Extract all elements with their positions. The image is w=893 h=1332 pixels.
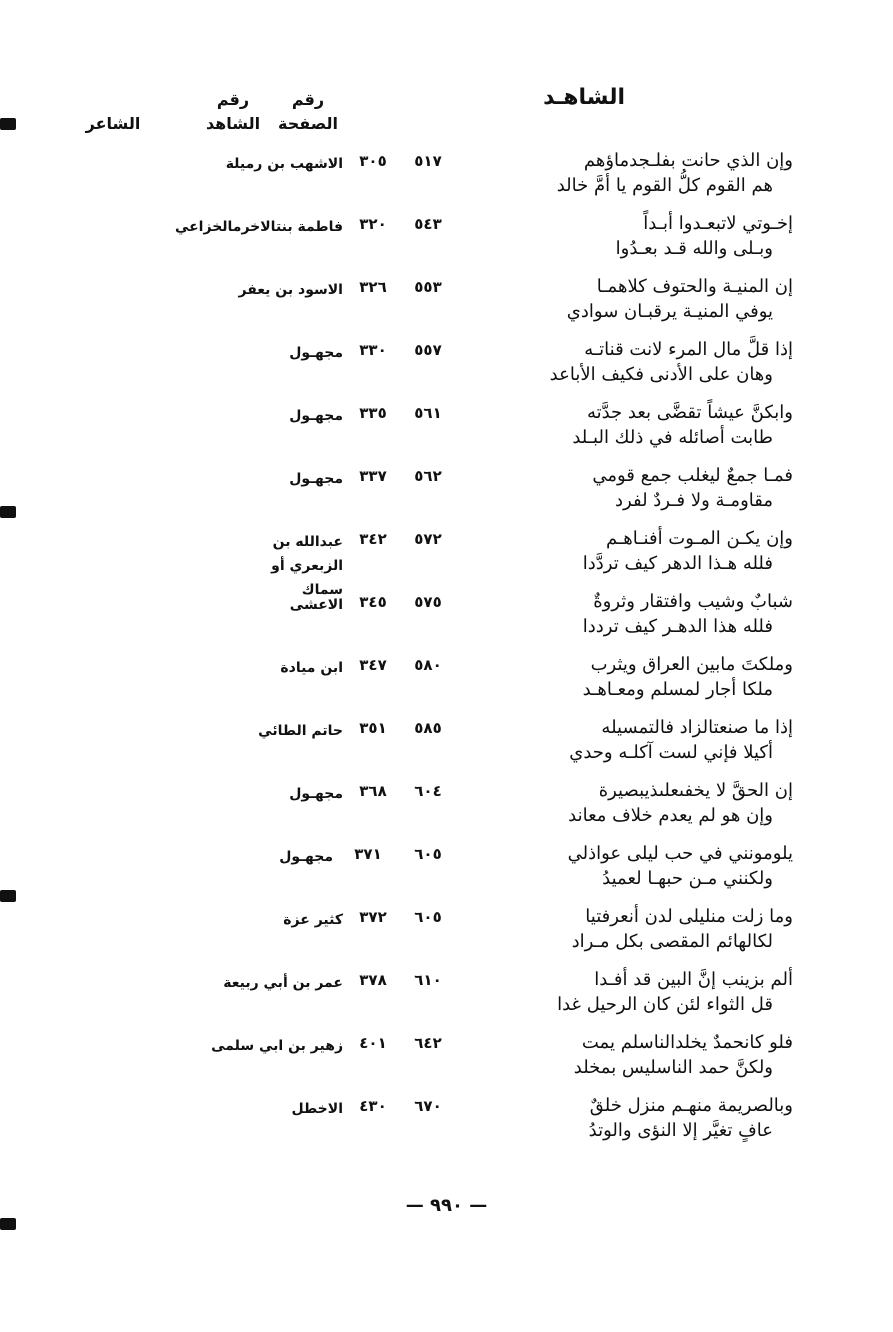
binding-mark	[0, 118, 16, 130]
page-number: ٥١٧	[414, 152, 442, 170]
verse-number: ٣٢٦	[359, 278, 387, 296]
verse-line-second: ملكا أجار لمسلم ومعـاهـد	[582, 679, 773, 700]
verse-number: ٣٣٠	[359, 341, 387, 359]
verse-text	[493, 715, 793, 765]
verse-line-second: فلله هذا الدهـر كيف ترددا	[582, 616, 773, 637]
entry-row	[30, 463, 793, 526]
page-number: ٥٧٢	[414, 530, 442, 548]
entry-row	[30, 400, 793, 463]
verse-number: ٣٧١	[354, 845, 382, 863]
verse-text	[493, 904, 793, 954]
poet-name: مجهـول	[289, 471, 343, 487]
page-number: ٥٤٣	[414, 215, 442, 233]
verse-number: ٤٣٠	[359, 1097, 387, 1115]
page-number: ٥٧٥	[414, 593, 442, 611]
verse-text	[493, 967, 793, 1017]
verse-number: ٣٧٢	[359, 908, 387, 926]
verse-line-second: طابت أصائله في ذلك البـلد	[572, 427, 773, 448]
verse-line-first: فمـا جمعٌ ليغلب جمع قومي	[592, 465, 793, 486]
entries-list	[30, 148, 793, 1156]
verse-text	[493, 1030, 793, 1080]
verse-line-first: إذا قلَّ مال المرء لانت قناتـه	[584, 339, 793, 360]
entry-row	[30, 652, 793, 715]
verse-line-second: وإن هو لم يعدم خلاف معاند	[568, 805, 773, 826]
verse-line-second: قل الثواء لئن كان الرحيل غدا	[557, 994, 773, 1015]
verse-line-first: إذا ما صنعتالزاد فالتمسيله	[601, 717, 793, 738]
poet-name: مجهـول	[289, 786, 343, 802]
poet-name: كثير عزة	[283, 912, 343, 928]
verse-line-first: شبابٌ وشيب وافتقار وثروةٌ	[593, 591, 793, 612]
verse-line-second: عافٍ تغيَّر إلا النؤى والوتدُ	[588, 1120, 773, 1141]
verse-text	[493, 841, 793, 891]
page-number: ٥٦١	[414, 404, 442, 422]
verse-line-first: وملكتَ مابين العراق ويثرب	[590, 654, 793, 675]
page-number: ٥٥٧	[414, 341, 442, 359]
entry-row	[30, 1093, 793, 1156]
page-number: ٦٧٠	[414, 1097, 442, 1115]
entry-row	[30, 274, 793, 337]
verse-number: ٣٣٥	[359, 404, 387, 422]
entry-row	[30, 526, 793, 598]
verse-line-second: وهان على الأدنى فكيف الأباعد	[549, 364, 773, 385]
poet-name: زهير بن ابي سلمى	[211, 1038, 343, 1054]
verse-line-second: مقاومـة ولا فـردٌ لفرد	[615, 490, 773, 511]
entry-row	[30, 211, 793, 274]
page-number: ٦٠٤	[414, 782, 442, 800]
verse-line-first: وإن يكـن المـوت أفنـاهـم	[606, 528, 793, 549]
binding-mark	[0, 506, 16, 518]
binding-mark	[0, 890, 16, 902]
poet-name: عبدالله بن الزبعري أو سماك	[271, 534, 343, 598]
page-number: ٥٨٥	[414, 719, 442, 737]
poet-name: الاشهب بن رميلة	[225, 156, 343, 172]
verse-text	[493, 211, 793, 261]
entry-row	[30, 148, 793, 211]
poet-column-header: الشاعر	[85, 114, 141, 133]
verse-line-first: وما زلت منليلى لدن أنعرفتيا	[585, 906, 793, 927]
verse-line-first: يلومونني في حب ليلى عواذلي	[567, 843, 793, 864]
verse-text	[493, 148, 793, 198]
entry-row	[30, 337, 793, 400]
poet-name: مجهـول	[279, 849, 333, 865]
entry-row	[30, 904, 793, 967]
verse-text	[493, 274, 793, 324]
poet-name: الاخطل	[291, 1101, 343, 1117]
page-number: ٦٠٥	[414, 845, 442, 863]
page-number: ٦٠٥	[414, 908, 442, 926]
verse-line-second: وبـلى والله قـد بعـدُوا	[615, 238, 773, 259]
verse-text	[493, 589, 793, 639]
binding-mark	[0, 1218, 16, 1230]
poet-name: حاتم الطائي	[258, 723, 343, 739]
page-number: ٥٥٣	[414, 278, 442, 296]
verse-line-first: ألم بزينب إنَّ البين قد أفـدا	[594, 969, 793, 990]
verse-line-first: وإن الذي حانت بفلـجدماؤهم	[583, 150, 793, 171]
verse-text	[493, 1093, 793, 1143]
verse-number: ٣٢٠	[359, 215, 387, 233]
verse-line-second: هم القوم كلُّ القوم يا أمَّ خالد	[556, 175, 773, 196]
page-number: ٥٦٢	[414, 467, 442, 485]
verse-line-second: ولكنَّ حمد الناسليس بمخلد	[573, 1057, 773, 1078]
verse-text	[493, 526, 793, 576]
verse-line-first: إخـوتي لاتبعـدوا أبـداً	[643, 213, 793, 234]
verse-line-first: إن المنيـة والحتوف كلاهمـا	[596, 276, 793, 297]
verse-text	[493, 652, 793, 702]
verse-line-second: يوفي المنيـة يرقبـان سوادي	[566, 301, 773, 322]
poet-name: مجهـول	[289, 408, 343, 424]
entry-row	[30, 589, 793, 652]
entry-row	[30, 841, 793, 904]
verse-text	[493, 463, 793, 513]
verse-number: ٣٠٥	[359, 152, 387, 170]
verse-line-first: فلو كانحمدٌ يخلدالناسلم يمت	[581, 1032, 793, 1053]
verse-number: ٣٧٨	[359, 971, 387, 989]
page-number: ٦١٠	[414, 971, 442, 989]
poet-name: ابن ميادة	[280, 660, 343, 676]
entry-row	[30, 778, 793, 841]
shahid-column-header: الشاهـد	[543, 85, 625, 110]
page-number-column-header: رقم الصفحة	[277, 90, 338, 133]
verse-line-second: لكالهائم المقصى بكل مـراد	[571, 931, 773, 952]
verse-text	[493, 778, 793, 828]
entry-row	[30, 1030, 793, 1093]
verse-line-second: أكيلا فإني لست آكلـه وحدي	[569, 742, 773, 763]
verse-line-first: وابكنَّ عيشاً تقضَّى بعد جدَّته	[586, 402, 793, 423]
poet-name: الاعشى	[289, 597, 343, 613]
verse-number: ٣٤٢	[359, 530, 387, 548]
page-footer-number: — ٩٩٠ —	[405, 1195, 488, 1216]
entry-row	[30, 967, 793, 1030]
verse-number: ٣٣٧	[359, 467, 387, 485]
verse-number: ٣٤٧	[359, 656, 387, 674]
page-number: ٦٤٢	[414, 1034, 442, 1052]
page-number: ٥٨٠	[414, 656, 442, 674]
verse-number: ٤٠١	[359, 1034, 387, 1052]
verse-number-column-header: رقم الشاهد	[205, 90, 261, 133]
poet-name: عمر بن أبي ربيعة	[223, 975, 343, 991]
poet-name: فاطمة بنتالاخرمالخزاعي	[174, 219, 343, 235]
verse-line-second: ولكنني مـن حبهـا لعميدُ	[602, 868, 773, 889]
poet-name: مجهـول	[289, 345, 343, 361]
poet-name: الاسود بن يعفر	[238, 282, 343, 298]
verse-number: ٣٥١	[359, 719, 387, 737]
verse-line-first: إن الحقَّ لا يخفىعلىذيبصيرة	[598, 780, 793, 801]
verse-line-first: وبالصريمة منهـم منزل خلقٌ	[589, 1095, 793, 1116]
verse-number: ٣٦٨	[359, 782, 387, 800]
verse-line-second: فلله هـذا الدهر كيف تردَّدا	[582, 553, 773, 574]
entry-row	[30, 715, 793, 778]
verse-text	[493, 400, 793, 450]
verse-text	[493, 337, 793, 387]
verse-number: ٣٤٥	[359, 593, 387, 611]
